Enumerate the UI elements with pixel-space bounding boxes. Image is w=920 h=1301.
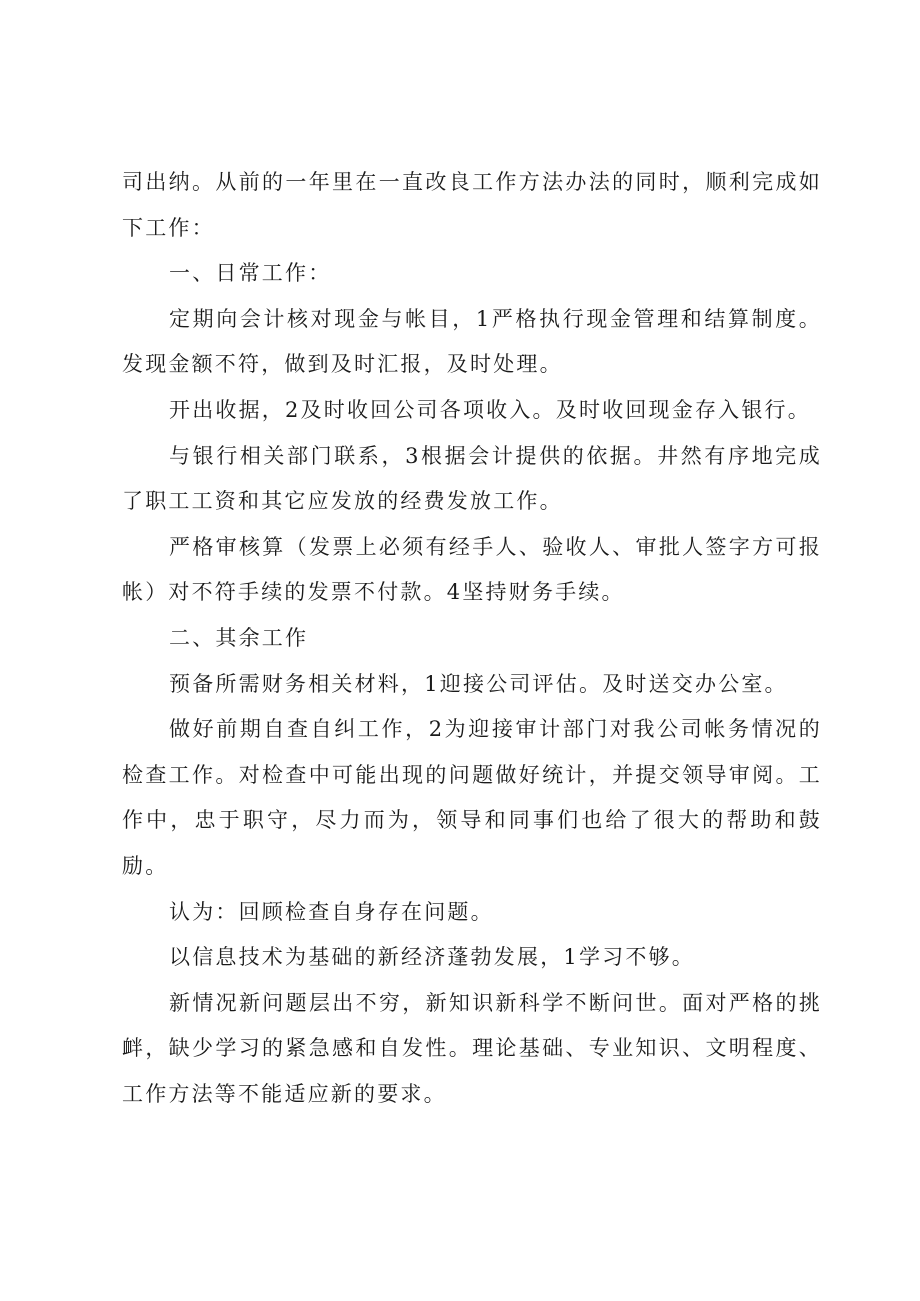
paragraph-intro-continuation: 司出纳。从前的一年里在一直改良工作方法办法的同时，顺利完成如下工作： (122, 170, 822, 240)
paragraph-self-inspection: 做好前期自查自纠工作，2为迎接审计部门对我公司帐务情况的检查工作。对检查中可能出现的问题做好统计，并提交领导审阅。工作中，忠于职守，尽力而为，领导和同事们也给了很大的帮助和鼓励。 (122, 717, 822, 878)
heading-daily-work: 一、日常工作： (169, 261, 332, 286)
document-body (122, 160, 822, 1117)
paragraph-invoice-review: 严格审核算（发票上必须有经手人、验收人、审批人签字方可报帐）对不符手续的发票不付款。4坚持财务手续。 (122, 534, 822, 605)
paragraph-new-challenges: 新情况新问题层出不穷，新知识新科学不断问世。面对严格的挑衅，缺少学习的紧急感和自发性。理论基础、专业知识、文明程度、工作方法等不能适应新的要求。 (122, 990, 822, 1106)
paragraph-evaluation-materials: 预备所需财务相关材料，1迎接公司评估。及时送交办公室。 (169, 671, 788, 696)
heading-other-work: 二、其余工作 (169, 625, 309, 650)
paragraph-cash-reconciliation: 定期向会计核对现金与帐目，1严格执行现金管理和结算制度。发现金额不符，做到及时汇报，及时处理。 (122, 306, 822, 377)
paragraph-bank-contact: 与银行相关部门联系，3根据会计提供的依据。井然有序地完成了职工工资和其它应发放的经费发放工作。 (122, 443, 822, 514)
paragraph-review-problems: 认为：回顾检查自身存在问题。 (169, 899, 494, 924)
paragraph-receipts: 开出收据，2及时收回公司各项收入。及时收回现金存入银行。 (169, 397, 811, 422)
paragraph-learning-insufficient: 以信息技术为基础的新经济蓬勃发展，1学习不够。 (169, 945, 695, 970)
